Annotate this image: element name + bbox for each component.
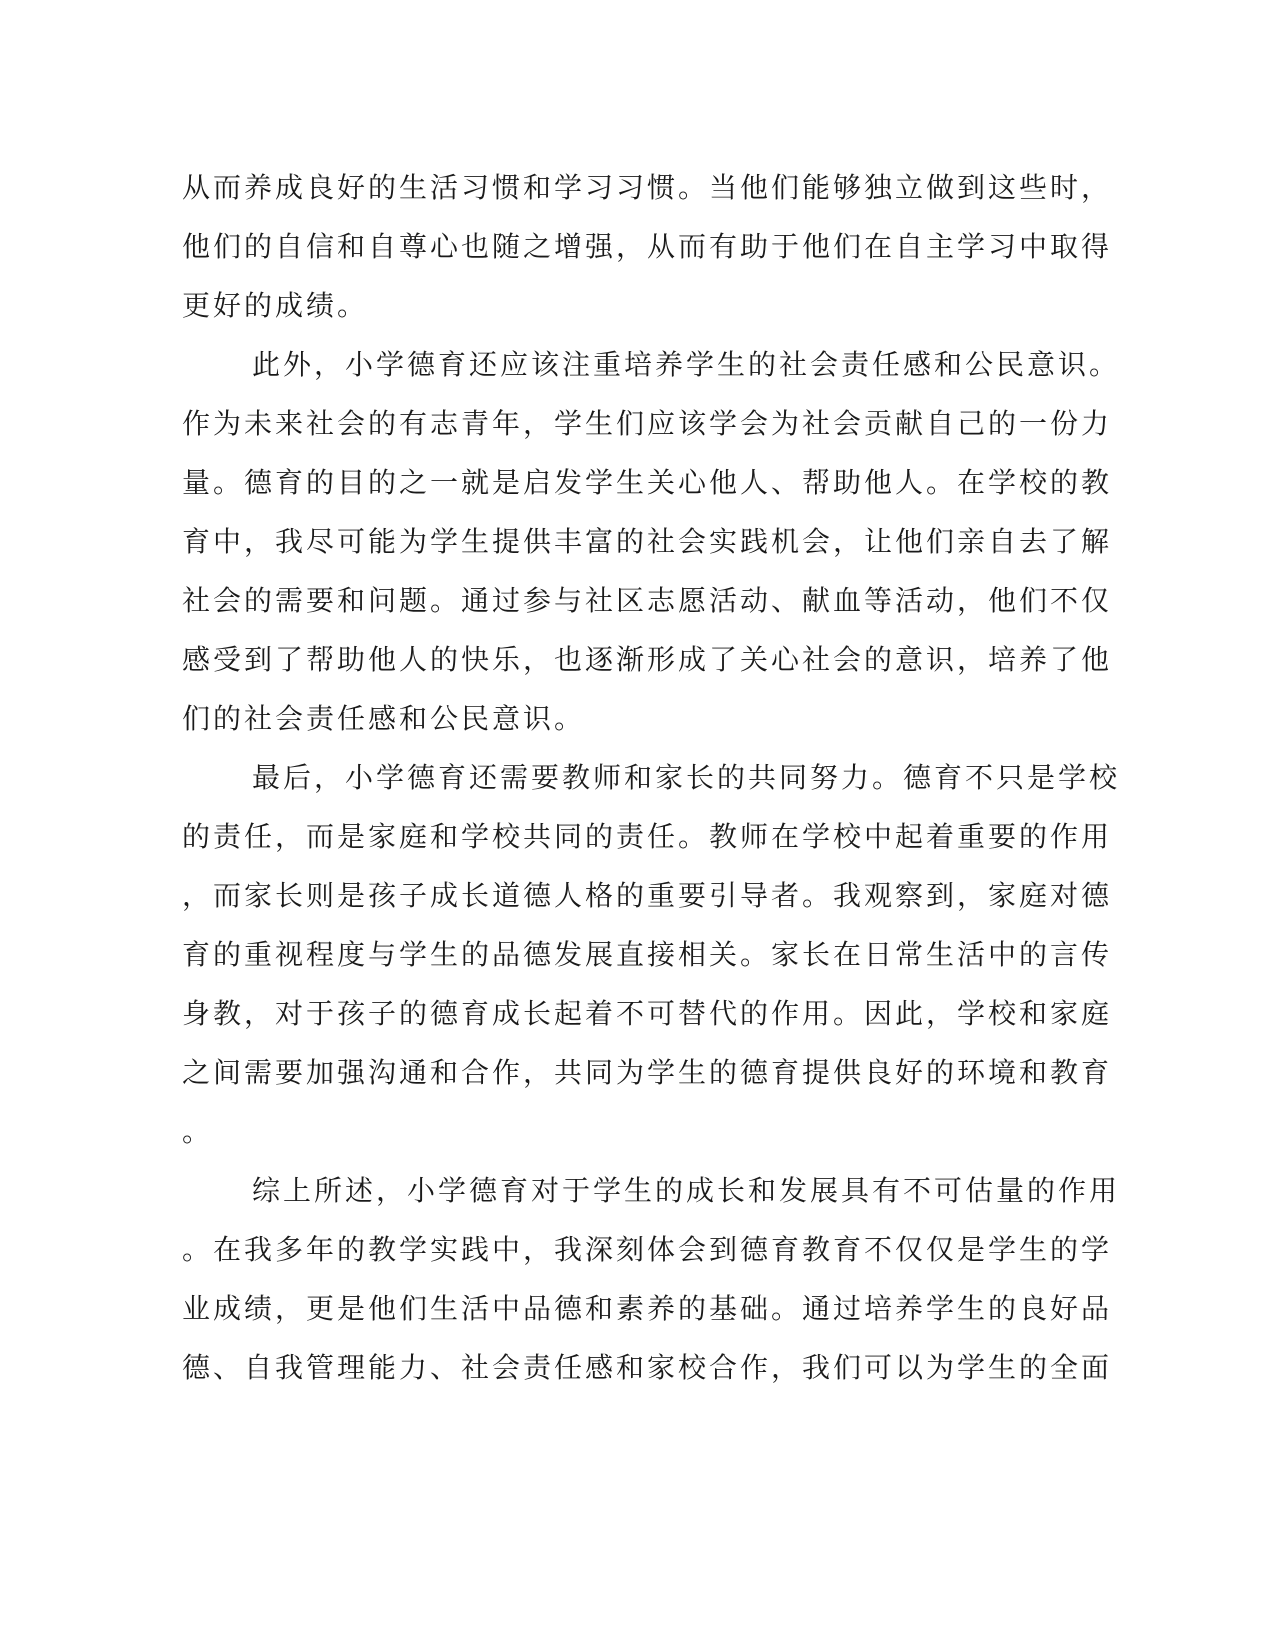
- text-line: 更好的成绩。: [182, 289, 369, 322]
- text-line: 综上所述，小学德育对于学生的成长和发展具有不可估量的作用: [252, 1174, 1121, 1207]
- text-line: 他们的自信和自尊心也随之增强，从而有助于他们在自主学习中取得: [182, 230, 1113, 263]
- text-line: 感受到了帮助他人的快乐，也逐渐形成了关心社会的意识，培养了他: [182, 643, 1113, 676]
- text-line: 量。德育的目的之一就是启发学生关心他人、帮助他人。在学校的教: [182, 466, 1113, 499]
- document-body: [182, 158, 1121, 1397]
- text-line: 之间需要加强沟通和合作，共同为学生的德育提供良好的环境和教育: [182, 1056, 1113, 1089]
- text-line: 育中，我尽可能为学生提供丰富的社会实践机会，让他们亲自去了解: [182, 525, 1113, 558]
- text-line: ，而家长则是孩子成长道德人格的重要引导者。我观察到，家庭对德: [182, 879, 1113, 912]
- text-line: 身教，对于孩子的德育成长起着不可替代的作用。因此，学校和家庭: [182, 997, 1113, 1030]
- text-line: 最后，小学德育还需要教师和家长的共同努力。德育不只是学校: [252, 761, 1121, 794]
- text-line: 的责任，而是家庭和学校共同的责任。教师在学校中起着重要的作用: [182, 820, 1113, 853]
- text-line: 育的重视程度与学生的品德发展直接相关。家长在日常生活中的言传: [182, 938, 1113, 971]
- text-line: 。: [182, 1115, 214, 1148]
- text-line: 业成绩，更是他们生活中品德和素养的基础。通过培养学生的良好品: [182, 1292, 1113, 1325]
- paragraph-social-responsibility: [182, 335, 1121, 748]
- paragraph-home-school-cooperation: [182, 748, 1121, 1161]
- paragraph-self-management: [182, 158, 1113, 335]
- text-line: 们的社会责任感和公民意识。: [182, 702, 586, 735]
- text-line: 德、自我管理能力、社会责任感和家校合作，我们可以为学生的全面: [182, 1351, 1113, 1384]
- text-line: 作为未来社会的有志青年，学生们应该学会为社会贡献自己的一份力: [182, 407, 1113, 440]
- text-line: 从而养成良好的生活习惯和学习习惯。当他们能够独立做到这些时，: [182, 171, 1113, 204]
- text-line: 。在我多年的教学实践中，我深刻体会到德育教育不仅仅是学生的学: [182, 1233, 1113, 1266]
- text-line: 此外，小学德育还应该注重培养学生的社会责任感和公民意识。: [252, 348, 1121, 381]
- paragraph-conclusion: [182, 1161, 1121, 1397]
- text-line: 社会的需要和问题。通过参与社区志愿活动、献血等活动，他们不仅: [182, 584, 1113, 617]
